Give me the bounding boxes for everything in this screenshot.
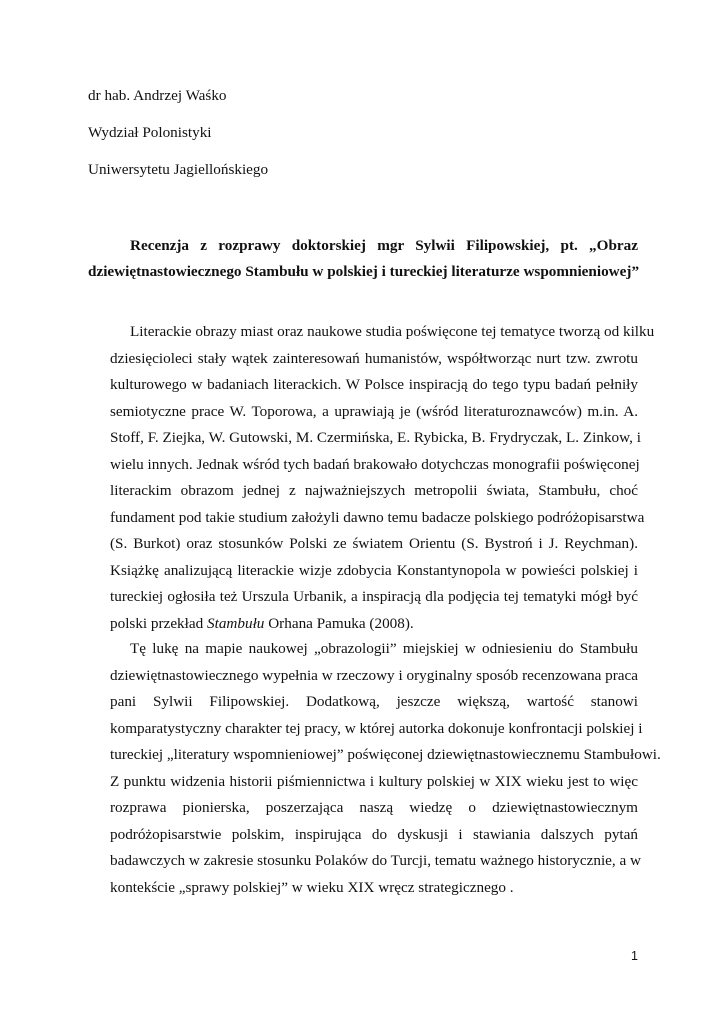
text-line: literackim obrazom jednej z najważniejszych metropolii świata, Stambułu, choć bbox=[110, 482, 638, 500]
text-segment: polski przekład bbox=[110, 615, 208, 633]
text-line: rozprawa pionierska, poszerzająca naszą wiedzę o dziewiętnastowiecznym bbox=[110, 799, 638, 817]
author-university: Uniwersytetu Jagiellońskiego bbox=[88, 161, 269, 178]
text-line: kulturowego w badaniach literackich. W Polsce inspiracją do tego typu badań pełniły bbox=[110, 376, 638, 394]
text-line: kontekście „sprawy polskiej” w wieku XIX wręcz strategicznego . bbox=[110, 878, 514, 896]
text-line: dziesięcioleci stały wątek zainteresowań humanistów, współtworząc nurt tzw. zwrotu bbox=[110, 349, 638, 367]
author-faculty: Wydział Polonistyki bbox=[88, 124, 212, 141]
text-line: wielu innych. Jednak wśród tych badań brakowało dotychczas monografii poświęconej bbox=[110, 455, 640, 473]
text-line: (S. Burkot) oraz stosunków Polski ze światem Orientu (S. Bystroń i J. Reychman). bbox=[110, 535, 638, 553]
text-line: Tę lukę na mapie naukowej „obrazologii” miejskiej w odniesieniu do Stambułu bbox=[130, 640, 638, 657]
text-line: pani Sylwii Filipowskiej. Dodatkową, jeszcze większą, wartość stanowi bbox=[110, 693, 638, 711]
text-line: fundament pod takie studium założyli dawno temu badacze polskiego podróżopisarstwa bbox=[110, 508, 645, 526]
text-line: tureckiej „literatury wspomnieniowej” poświęconej dziewiętnastowiecznemu Stambułowi. bbox=[110, 746, 661, 764]
text-line: Książkę analizującą literackie wizje zdobycia Konstantynopola w powieści polskiej i bbox=[110, 561, 638, 579]
text-line: komparatystyczny charakter tej pracy, w której autorka dokonuje konfrontacji polskiej i bbox=[110, 719, 643, 737]
author-name: dr hab. Andrzej Waśko bbox=[88, 87, 227, 104]
text-line: Z punktu widzenia historii piśmiennictwa i kultury polskiej w XIX wieku jest to więc bbox=[110, 772, 638, 790]
italic-title: Stambułu bbox=[207, 615, 265, 633]
text-segment: Orhana Pamuka (2008). bbox=[264, 615, 414, 633]
review-title bbox=[88, 233, 638, 285]
text-line: dziewiętnastowiecznego wypełnia w rzeczowy i oryginalny sposób recenzowana praca bbox=[110, 666, 638, 684]
title-line: dziewiętnastowiecznego Stambułu w polskiej i tureckiej literaturze wspomnieniowej” bbox=[88, 263, 640, 280]
text-line: tureckiej ogłosiła też Urszula Urbanik, a inspiracją dla podjęcia tej tematyki mógł być bbox=[110, 588, 638, 606]
text-line: podróżopisarstwie polskim, inspirująca do dyskusji i stawiania dalszych pytań bbox=[110, 825, 638, 843]
text-line: semiotyczne prace W. Toporowa, a uprawiają je (wśród literaturoznawców) m.in. A. bbox=[110, 402, 638, 420]
page-number: 1 bbox=[631, 949, 638, 963]
title-line: Recenzja z rozprawy doktorskiej mgr Sylwii Filipowskiej, pt. „Obraz bbox=[130, 237, 638, 254]
paragraph-2 bbox=[110, 636, 661, 901]
text-line bbox=[110, 611, 638, 638]
paragraph-1 bbox=[110, 319, 655, 638]
text-line: Literackie obrazy miast oraz naukowe studia poświęcone tej tematyce tworzą od kilku bbox=[130, 323, 655, 340]
text-line: Stoff, F. Ziejka, W. Gutowski, M. Czermińska, E. Rybicka, B. Frydryczak, L. Zinkow, i bbox=[110, 429, 641, 447]
text-line: badawczych w zakresie stosunku Polaków do Turcji, tematu ważnego historycznie, a w bbox=[110, 852, 642, 870]
